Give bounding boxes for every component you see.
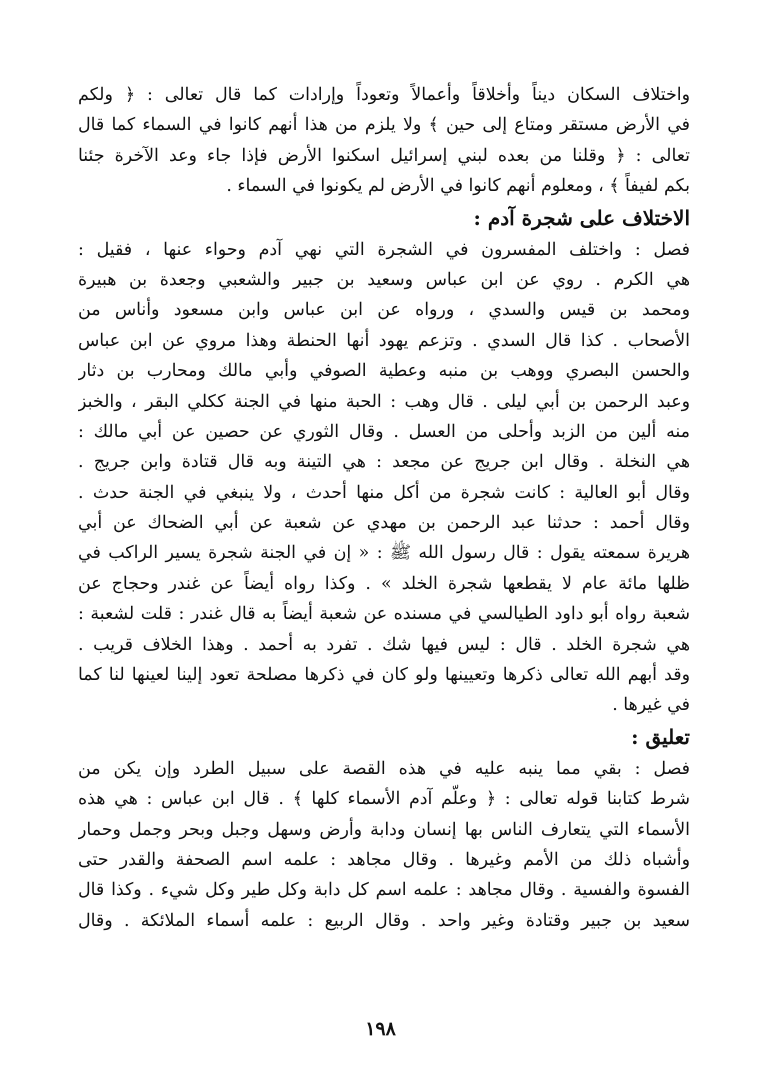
text-line: هي النخلة . وقال ابن جريج عن مجعد : هي التينة وبه قال قتادة وابن جريج . bbox=[78, 452, 690, 473]
text-line: واختلاف السكان ديناً وأخلاقاً وأعمالاً وتعوداً وإرادات كما قال تعالى : ﴿ ولكم bbox=[78, 85, 690, 105]
text-line: في الأرض مستقر ومتاع إلى حين ﴾ ولا يلزم من هذا أنهم كانوا في السماء كما قال bbox=[78, 115, 690, 136]
text-line: ظلها مائة عام لا يقطعها شجرة الخلد » . وكذا رواه أيضاً عن غندر وحجاج عن bbox=[78, 573, 690, 594]
text-line: فصل : بقي مما ينبه عليه في هذه القصة على سبيل الطرد وإن يكن من bbox=[78, 758, 690, 779]
paragraph-sky-earth bbox=[78, 80, 690, 202]
text-line: فصل : واختلف المفسرون في الشجرة التي نهي آدم وحواء عنها ، فقيل : bbox=[78, 239, 690, 260]
text-line: وقد أبهم الله تعالى ذكرها وتعيينها ولو كان في ذكرها مصلحة تعود إلينا لعينها لنا كما bbox=[78, 665, 690, 686]
text-line: شرط كتابنا قوله تعالى : ﴿ وعلّم آدم الأسماء كلها ﴾ . قال ابن عباس : هي هذه bbox=[78, 789, 690, 810]
text-line: هريرة سمعته يقول : قال رسول الله ﷺ : « إن في الجنة شجرة يسير الراكب في bbox=[78, 543, 690, 564]
text-line: تعالى : ﴿ وقلنا من بعده لبني إسرائيل اسكنوا الأرض فإذا جاء وعد الآخرة جئنا bbox=[78, 145, 690, 166]
text-line: هي شجرة الخلد . قال : ليس فيها شك . تفرد به أحمد . وهذا الخلاف قريب . bbox=[78, 634, 690, 655]
text-line: منه ألين من الزبد وأحلى من العسل . وقال الثوري عن حصين عن أبي مالك : bbox=[78, 421, 690, 442]
text-line: شعبة رواه أبو داود الطيالسي في مسنده عن شعبة أيضاً به قال غندر : قلت لشعبة : bbox=[78, 604, 690, 625]
section-heading-commentary: تعليق : bbox=[631, 724, 690, 749]
paragraph-tree-disagreement bbox=[78, 235, 690, 721]
text-line: الأصحاب . كذا قال السدي . وتزعم يهود أنها الحنطة وهذا مروي عن ابن عباس bbox=[78, 330, 690, 351]
text-line: وأشباه ذلك من الأمم وغيرها . وقال مجاهد : علمه اسم الصحفة والقدر حتى bbox=[78, 849, 690, 870]
text-line: وعبد الرحمن بن أبي ليلى . قال وهب : الحبة منها في الجنة ككلي البقر ، والخبز bbox=[78, 391, 690, 412]
page-number: ١٩٨ bbox=[365, 1018, 396, 1040]
text-line: والحسن البصري ووهب بن منبه وعطية الصوفي وأبي مالك ومحارب بن دثار bbox=[78, 361, 690, 382]
text-line: وقال أبو العالية : كانت شجرة من أكل منها أحدث ، ولا ينبغي في الجنة حدث . bbox=[78, 482, 690, 503]
text-line: الفسوة والفسية . وقال مجاهد : علمه اسم كل دابة وكل طير وكل شيء . وكذا قال bbox=[78, 880, 690, 901]
paragraph-commentary bbox=[78, 754, 690, 936]
text-line: هي الكرم . روي عن ابن عباس وسعيد بن جبير والشعبي وجعدة بن هبيرة bbox=[78, 269, 690, 290]
text-line: وقال أحمد : حدثنا عبد الرحمن بن مهدي عن شعبة عن أبي الضحاك عن أبي bbox=[78, 513, 690, 534]
text-line: بكم لفيفاً ﴾ ، ومعلوم أنهم كانوا في الأرض لم يكونوا في السماء . bbox=[226, 176, 690, 197]
section-heading-tree: الاختلاف على شجرة آدم : bbox=[473, 205, 690, 230]
text-line: سعيد بن جبير وقتادة وغير واحد . وقال الربيع : علمه أسماء الملائكة . وقال bbox=[78, 910, 690, 931]
text-line: في غيرها . bbox=[612, 695, 690, 716]
text-line: الأسماء التي يتعارف الناس بها إنسان ودابة وأرض وسهل وجبل وبحر وجمل وحمار bbox=[78, 819, 690, 840]
text-line: ومحمد بن قيس والسدي ، ورواه عن ابن عباس وابن مسعود وأناس من bbox=[78, 300, 690, 321]
document-page bbox=[78, 80, 690, 936]
